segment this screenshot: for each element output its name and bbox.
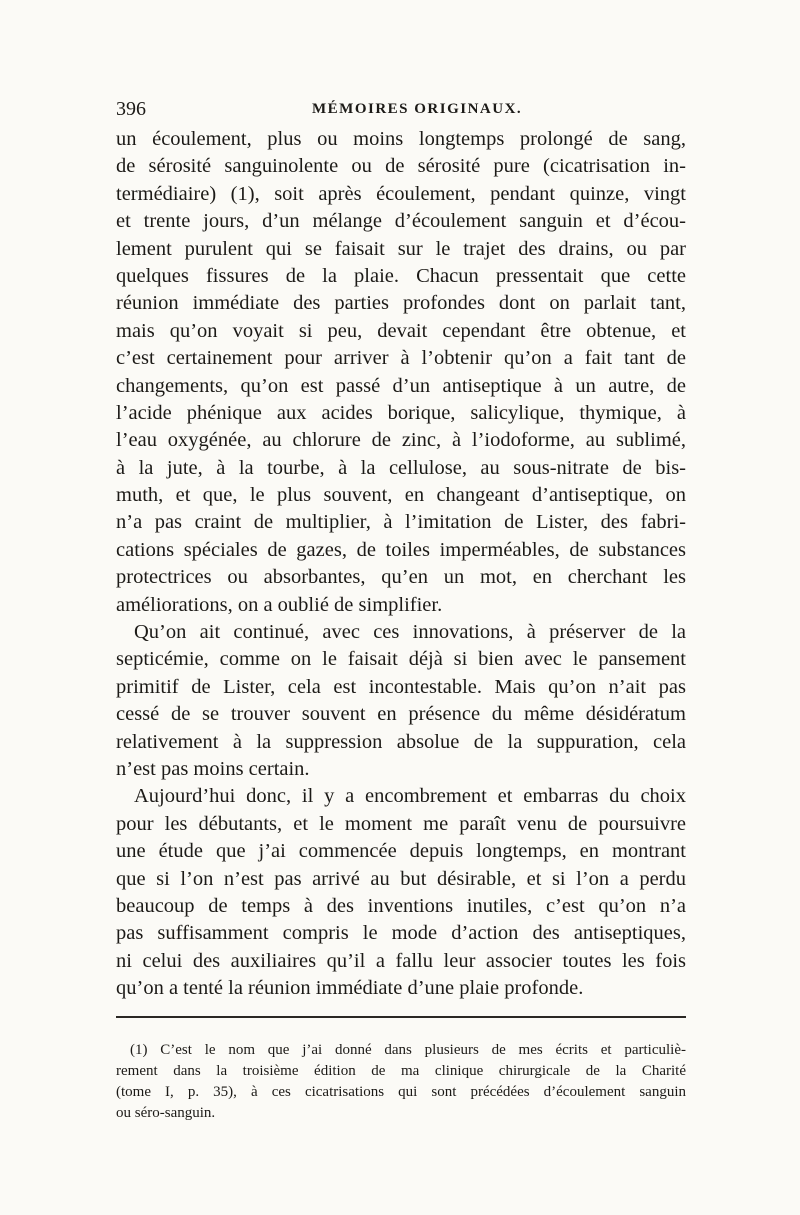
footnote-line: ou séro-sanguin.: [116, 1105, 216, 1121]
body-line: de sérosité sanguinolente ou de sérosité pure (cicatrisation in-: [116, 155, 686, 178]
body-line: septicémie, comme on le faisait déjà si bien avec le pansement: [116, 648, 686, 671]
footnote-line: (1) C’est le nom que j’ai donné dans plusieurs de mes écrits et particuliè-: [130, 1042, 686, 1058]
body-line: un écoulement, plus ou moins longtemps prolongé de sang,: [116, 128, 686, 150]
body-line: pour les débutants, et le moment me paraît venu de poursuivre: [116, 812, 686, 835]
body-line: à la jute, à la tourbe, à la cellulose, au sous-nitrate de bis-: [116, 456, 686, 479]
body-line: changements, qu’on est passé d’un antiseptique à un autre, de: [116, 374, 686, 397]
body-line: termédiaire) (1), soit après écoulement, pendant quinze, vingt: [116, 182, 686, 205]
body-line: relativement à la suppression absolue de la suppuration, cela: [116, 730, 686, 753]
body-line: une étude que j’ai commencée depuis longtemps, en montrant: [116, 840, 686, 863]
body-line: n’est pas moins certain.: [116, 757, 310, 780]
page-number: 396: [116, 98, 146, 120]
body-line: beaucoup de temps à des inventions inutiles, c’est qu’on n’a: [116, 894, 686, 917]
page-header: [116, 98, 686, 124]
footnote-divider: [116, 1016, 686, 1018]
paragraph-start-line: Aujourd’hui donc, il y a encombrement et embarras du choix: [134, 785, 686, 808]
running-head: MÉMOIRES ORIGINAUX.: [312, 101, 523, 117]
body-line: améliorations, on a oublié de simplifier.: [116, 593, 443, 616]
body-text: [116, 126, 686, 1003]
paragraph-start-line: Qu’on ait continué, avec ces innovations, à préserver de la: [134, 621, 686, 644]
body-line: primitif de Lister, cela est incontestable. Mais qu’on n’ait pas: [116, 675, 686, 698]
body-line: réunion immédiate des parties profondes dont on parlait tant,: [116, 292, 686, 315]
body-line: cations spéciales de gazes, de toiles imperméables, de substances: [116, 538, 686, 561]
footnote-line: (tome I, p. 35), à ces cicatrisations qui sont précédées d’écoulement sanguin: [116, 1084, 686, 1100]
footnote-line: rement dans la troisième édition de ma clinique chirurgicale de la Charité: [116, 1063, 686, 1079]
body-line: mais qu’on voyait si peu, devait cependant être obtenue, et: [116, 319, 686, 342]
body-line: c’est certainement pour arriver à l’obtenir qu’on a fait tant de: [116, 347, 686, 370]
body-line: quelques fissures de la plaie. Chacun pressentait que cette: [116, 264, 686, 287]
footnote: [116, 1040, 686, 1124]
body-line: l’acide phénique aux acides borique, salicylique, thymique, à: [116, 401, 686, 424]
body-line: n’a pas craint de multiplier, à l’imitation de Lister, des fabri-: [116, 511, 686, 534]
body-line: muth, et que, le plus souvent, en changeant d’antiseptique, on: [116, 484, 686, 507]
body-line: et trente jours, d’un mélange d’écoulement sanguin et d’écou-: [116, 210, 686, 233]
body-line: que si l’on n’est pas arrivé au but désirable, et si l’on a perdu: [116, 867, 686, 890]
body-line: cessé de se trouver souvent en présence du même désidératum: [116, 703, 686, 726]
body-line: l’eau oxygénée, au chlorure de zinc, à l’iodoforme, au sublimé,: [116, 429, 686, 452]
body-line: lement purulent qui se faisait sur le trajet des drains, ou par: [116, 237, 686, 260]
body-line: pas suffisamment compris le mode d’action des antiseptiques,: [116, 922, 686, 945]
body-line: protectrices ou absorbantes, qu’en un mot, en cherchant les: [116, 566, 686, 589]
body-line: ni celui des auxiliaires qu’il a fallu leur associer toutes les fois: [116, 949, 686, 972]
body-line: qu’on a tenté la réunion immédiate d’une plaie profonde.: [116, 977, 584, 1000]
